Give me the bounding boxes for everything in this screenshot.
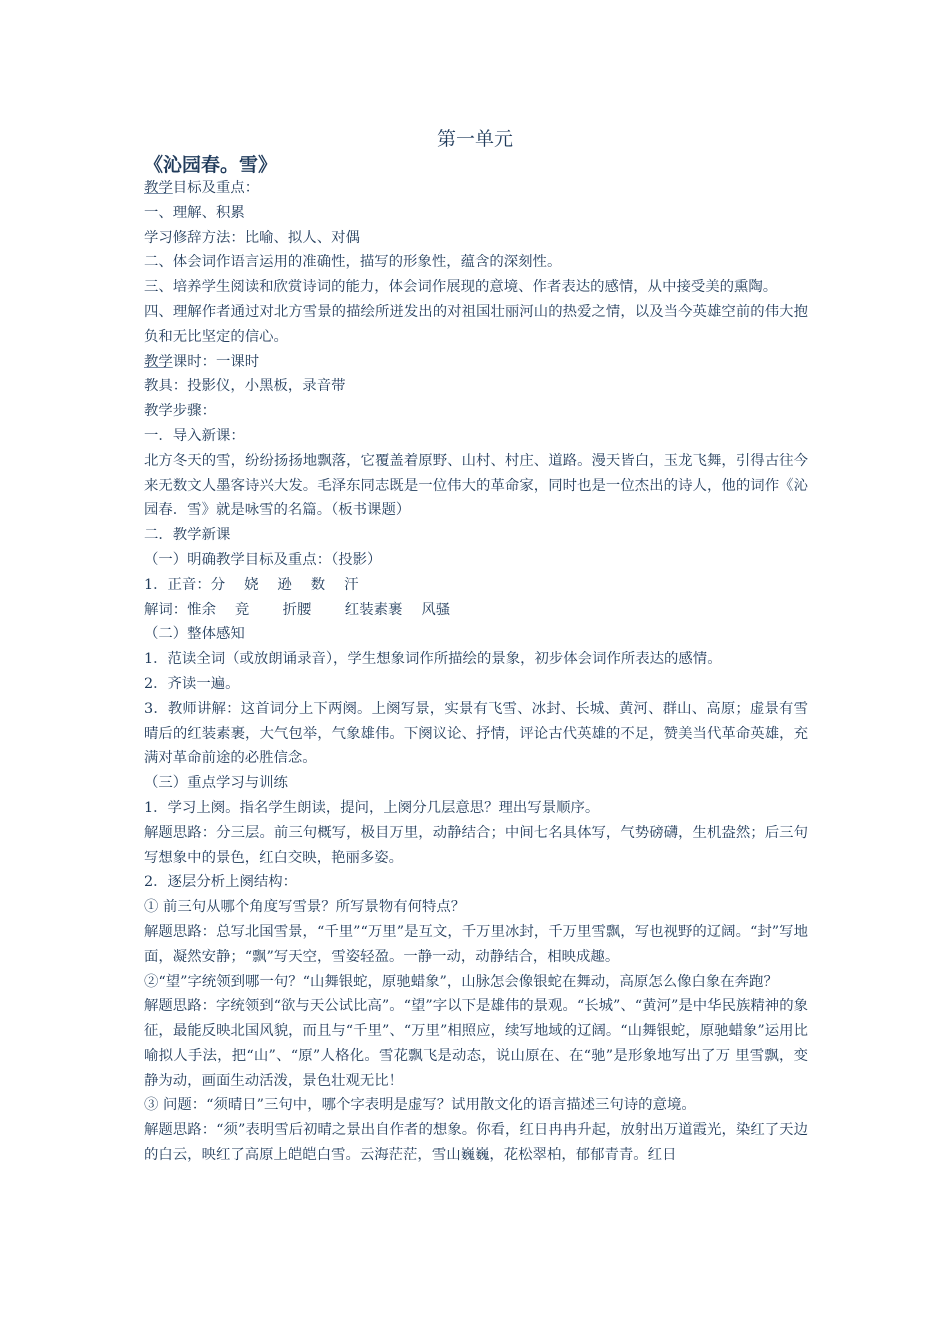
underlined-term: 教学 [144,180,173,196]
paragraph [144,176,808,201]
paragraph-text: 目标及重点： [172,180,260,196]
paragraph [144,548,808,573]
paragraph-text: 3．教师讲解：这首词分上下两阕。上阕写景，实景有飞雪、冰封、长城、黄河、群山、高原；虚景有雪晴后的红装素裹，大气包举，气象雄伟。下阕议论、抒情，评论古代英雄的不足，赞美当代革命英雄，充满对革命前途的必胜信念。 [144,700,808,767]
paragraph [144,697,808,771]
paragraph-text: 1．范读全词（或放朗诵录音），学生想象词作所描绘的景象，初步体会词作所表达的感情。 [144,651,722,668]
paragraph [144,275,808,300]
paragraph [144,573,808,598]
paragraph [144,374,808,399]
paragraph-text: 四、理解作者通过对北方雪景的描绘所迸发出的对祖国壮丽河山的热爱之情，以及当今英雄空前的伟大抱负和无比坚定的信心。 [144,303,808,345]
paragraph-text: 解题思路：总写北国雪景，“千里”“万里”是互文，千万里冰封，千万里雪飘，写也视野的辽阔。“封”写地面，凝然安静；“飘”写天空，雪姿轻盈。一静一动，动静结合，相映成趣。 [144,923,808,965]
paragraph [144,796,808,821]
page-title: 第一单元 [436,128,513,150]
paragraph [144,598,808,623]
paragraph-text: 学习修辞方法：比喻、拟人、对偶 [144,229,360,246]
paragraph [144,424,808,449]
underlined-term: 教学 [144,353,173,370]
paragraph-text: （三）重点学习与训练 [144,775,288,792]
paragraph-text: 解题思路：“须”表明雪后初晴之景出自作者的想象。你看，红日冉冉升起，放射出万道霞光，染红了天边的白云，映红了高原上皑皑白雪。云海茫茫，雪山巍巍，花松翠柏，郁郁青青。红日 [144,1122,808,1164]
paragraph-text: 二、体会词作语言运用的准确性，描写的形象性，蕴含的深刻性。 [144,254,562,271]
paragraph-text: （一）明确教学目标及重点：（投影） [144,551,382,568]
paragraph [144,870,808,895]
paragraph-text: ① 前三句从哪个角度写雪景？所写景物有何特点？ [144,899,466,916]
paragraph [144,994,808,1093]
lesson-title: 《沁园春。雪》 [144,154,278,176]
document-body [144,176,808,1168]
paragraph [144,895,808,920]
paragraph [144,1118,808,1168]
paragraph [144,647,808,672]
paragraph-text: 一、理解、积累 [144,204,245,221]
paragraph-text: 一．导入新课： [144,427,245,444]
paragraph-text: 教学步骤： [144,403,216,420]
paragraph [144,399,808,424]
paragraph-text: 解题思路：字统领到“欲与天公试比高”。“望”字以下是雄伟的景观。“长城”、“黄河”是中华民族精神的象征，最能反映北国风貌，而且与“千里”、“万里”相照应，续写地域的辽阔。“山舞银蛇，原驰蜡象”运用比喻拟人手法，把“山”、“原”人格化。雪花飘飞是动态，说山原在、在“驰”是形象地写出了万 里雪飘，变静为动，画面生动活泼，景色壮观无比！ [144,998,808,1089]
paragraph [144,1093,808,1118]
paragraph [144,771,808,796]
paragraph-text: 课时：一课时 [172,353,260,370]
paragraph [144,250,808,275]
paragraph [144,449,808,523]
paragraph-text: 北方冬天的雪，纷纷扬扬地飘落，它覆盖着原野、山村、村庄、道路。漫天皆白，玉龙飞舞，引得古往今来无数文人墨客诗兴大发。毛泽东同志既是一位伟大的革命家，同时也是一位杰出的诗人，他的词作《沁园春．雪》就是咏雪的名篇。（板书课题） [144,452,808,519]
paragraph [144,821,808,871]
paragraph [144,201,808,226]
paragraph-text: 1．正音：分 娆 逊 数 汗 [144,576,359,593]
paragraph-text: 三、培养学生阅读和欣赏诗词的能力，体会词作展现的意境、作者表达的感情，从中接受美的熏陶。 [144,279,778,296]
paragraph-text: ②“望”字统领到哪一句？“山舞银蛇，原驰蜡象”，山脉怎会像银蛇在舞动，高原怎么像白象在奔跑？ [144,973,778,990]
paragraph [144,622,808,647]
paragraph-text: 解题思路：分三层。前三句概写，极目万里，动静结合；中间七名具体写，气势磅礴，生机盎然；后三句写想象中的景色，红白交映，艳丽多姿。 [144,824,808,866]
paragraph-text: 1．学习上阕。指名学生朗读，提问，上阕分几层意思？理出写景顺序。 [144,799,600,816]
paragraph [144,523,808,548]
paragraph-text: 二．教学新课 [144,527,231,544]
paragraph [144,920,808,970]
paragraph [144,970,808,995]
paragraph-text: ③ 问题：“须晴日”三句中，哪个字表明是虚写？试用散文化的语言描述三句诗的意境。 [144,1097,696,1114]
paragraph [144,226,808,251]
paragraph-text: 2．逐层分析上阕结构： [144,874,298,891]
paragraph [144,672,808,697]
paragraph-text: 教具：投影仪，小黑板，录音带 [144,378,346,395]
paragraph-text: （二）整体感知 [144,626,245,643]
paragraph [144,300,808,350]
paragraph-text: 2．齐读一遍。 [144,675,240,692]
paragraph [144,350,808,375]
paragraph-text: 解词：惟余 竞 折腰 红装素裹 风骚 [144,601,451,618]
